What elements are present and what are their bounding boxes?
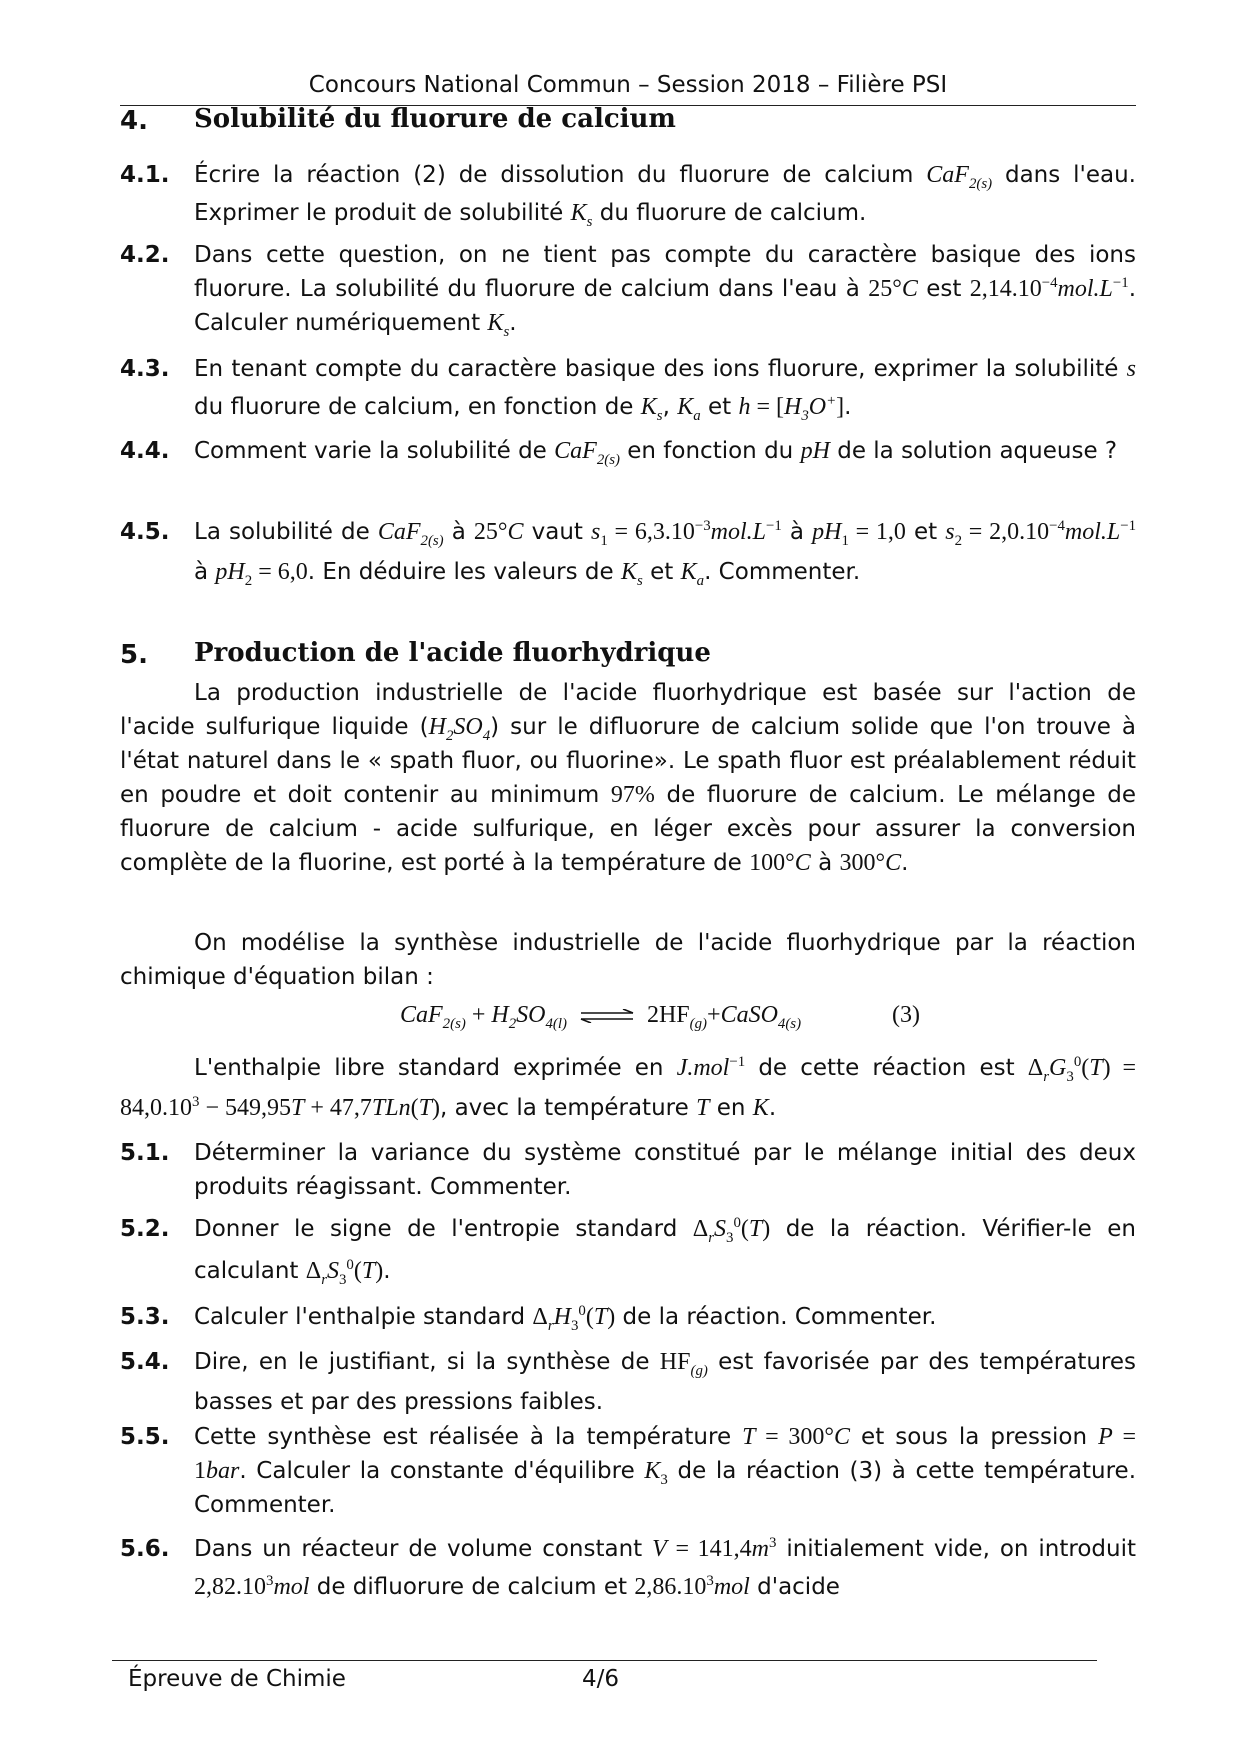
question-text: Écrire la réaction (2) de dissolution du fluorure de calcium CaF$_{2(s)}$ dans l'eau. Exprimer le produit de solubilité $K_s$ du fluorure de calcium. [194,162,1136,230]
question-text: Cette synthèse est réalisée à la température T = 300°C et sous la pression P = 1bar. Calculer la constante d'équilibre $K_3$ de la réaction (3) à cette température. Commenter. [194,1424,1137,1518]
paragraph-production: La production industrielle de l'acide fluorhydrique est basée sur l'action de l'acide sulfurique liquide $(H_2SO_4)$ sur le difluorure de calcium solide que l'on trouve à l'état naturel dans le « spath fluor, ou fluorine». Le spath fluor est préalablement réduit en poudre et doit contenir au minimum 97% de fluorure de calcium. Le mélange de fluorure de calcium - acide sulfurique, en léger excès pour assurer la conversion complète de la fluorine, est porté à la température de 100°C à 300°C. [120,680,1137,876]
section-4-title: Solubilité du fluorure de calcium [194,104,676,134]
question-text: Dans un réacteur de volume constant $V = 141,4m^3$ initialement vide, on introduit 2,82.10$^3$mol de difluorure de calcium et 2,86.10$^3$mol d'acide [194,1535,1136,1600]
question-text: En tenant compte du caractère basique des ions fluorure, exprimer la solubilité s du fluorure de calcium, en fonction de $K_s$, $K_a$ et $h = [H_3O^+]$. [194,356,1137,424]
question-number: 4.1. [120,162,170,188]
equilibrium-arrow-icon [579,1009,635,1023]
paragraph-model: On modélise la synthèse industrielle de l'acide fluorhydrique par la réaction chimique d'équation bilan : [120,930,1136,990]
question-number: 4.5. [120,519,170,545]
question-text: Donner le signe de l'entropie standard $\Delta_rS_3^0(T)$ de la réaction. Vérifier-le en calculant $\Delta_rS_3^0(T)$. [194,1215,1136,1288]
question-text: Dire, en le justifiant, si la synthèse de $HF_{(g)}$ est favorisée par des températures basses et par des pressions faibles. [194,1349,1136,1415]
question-number: 5.6. [120,1536,170,1562]
question-number: 5.4. [120,1349,170,1375]
section-5-number: 5. [120,640,148,670]
page-number: 4/6 [582,1666,620,1692]
question-text: Calculer l'enthalpie standard $\Delta_rH_3^0(T)$ de la réaction. Commenter. [194,1303,937,1334]
question-number: 5.1. [120,1140,170,1166]
paragraph-enthalpy: L'enthalpie libre standard exprimée en J.mol$^{-1}$ de cette réaction est $\Delta_rG_3^0(T) = 84,0.10^3 - 549,95T + 47,7TLn(T)$, avec la température T en K. [120,1054,1136,1121]
question-text: Dans cette question, on ne tient pas compte du caractère basique des ions fluorure. La solubilité du fluorure de calcium dans l'eau à 25°C est $2,14.10^{-4}mol.L^{-1}$. Calculer numériquement $K_s$. [194,242,1137,340]
section-4-number: 4. [120,106,148,136]
page-header: Concours National Commun – Session 2018 – Filière PSI [308,72,948,98]
question-number: 5.5. [120,1424,170,1450]
footer-rule [112,1660,1097,1661]
question-number: 4.3. [120,356,170,382]
question-number: 4.2. [120,242,170,268]
section-5-title: Production de l'acide fluorhydrique [194,638,711,668]
question-text: Déterminer la variance du système constitué par le mélange initial des deux produits réagissant. Commenter. [194,1140,1136,1200]
question-number: 4.4. [120,438,170,464]
question-number: 5.2. [120,1216,170,1242]
footer-title: Épreuve de Chimie [128,1666,346,1692]
question-text: Comment varie la solubilité de CaF$_{2(s)}$ en fonction du pH de la solution aqueuse ? [194,438,1118,468]
question-number: 5.3. [120,1304,170,1330]
equation-number: (3) [892,1002,920,1028]
reaction-equation: $CaF_{2(s)} + H_2SO_{4(l)}$ $2HF_{(g)}+CaSO_{4(s)}$ [400,1002,802,1032]
question-text: La solubilité de CaF$_{2(s)}$ à 25°C vaut $s_1 = 6,3.10^{-3}mol.L^{-1}$ à $pH_1 = 1,0$ et $s_2 = 2,0.10^{-4}mol.L^{-1}$ à $pH_2 = 6,0$. En déduire les valeurs de $K_s$ et $K_a$. Commenter. [194,518,1137,589]
